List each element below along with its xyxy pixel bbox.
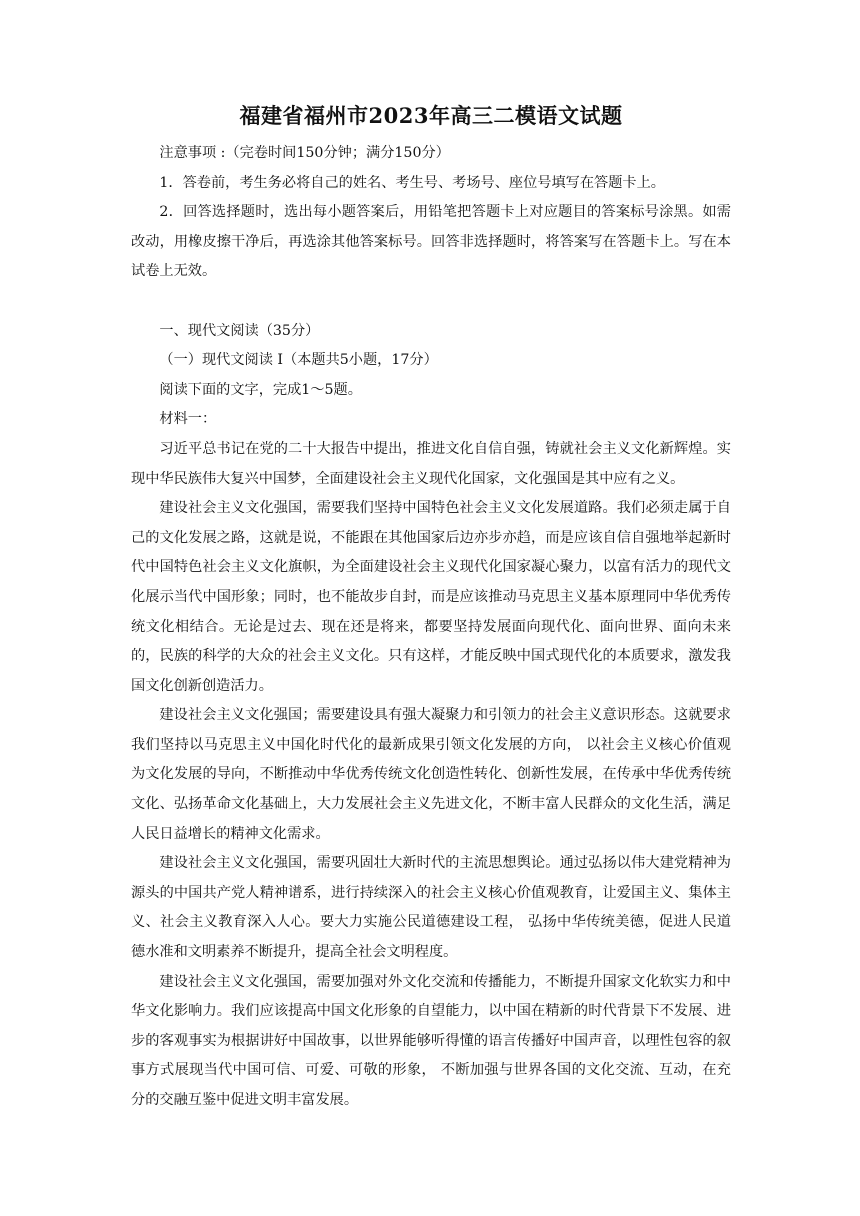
body-paragraph: 习近平总书记在党的二十大报告中提出，推进文化自信自强，铸就社会主义文化新辉煌。实现中华民族伟大复兴中国梦，全面建设社会主义现代化国家，文化强国是其中应有之义。 xyxy=(131,440,731,487)
notice-header: 注意事项 :（完卷时间150分钟；满分150分） xyxy=(159,145,450,161)
body-paragraph: 建设社会主义文化强国；需要建设具有强大凝聚力和引领力的社会主义意识形态。这就要求我们坚持以马克思主义中国化时代化的最新成果引领文化发展的方向， 以社会主义核心价值观为文化发展的导向，不断推动中华优秀传统文化创造性转化、创新性发展，在传承中华优秀传统文化、弘扬革命文化基础上，大力发展社会主义先进文化，不断丰富人民群众的文化生活，满足人民日益增长的精神文化需求。 xyxy=(131,707,731,842)
notice-item-2: 2．回答选择题时，选出每小题答案后，用铅笔把答题卡上对应题目的答案标号涂黑。如需改动，用橡皮擦干净后，再选涂其他答案标号。回答非选择题时，将答案写在答题卡上。写在本试卷上无效。 xyxy=(131,204,731,280)
body-paragraph: 建设社会主义文化强国，需要加强对外文化交流和传播能力，不断提升国家文化软实力和中华文化影响力。我们应该提高中国文化形象的自望能力，以中国在精新的时代背景下不发展、进步的客观事实为根据讲好中国故事，以世界能够听得懂的语言传播好中国声音，以理性包容的叙事方式展现当代中国可信、可爱、可敬的形象， 不断加强与世界各国的文化交流、互动，在充分的交融互鉴中促进文明丰富发展。 xyxy=(131,973,731,1108)
body-paragraph: 建设社会主义文化强国，需要我们坚持中国特色社会主义文化发展道路。我们必须走属于自己的文化发展之路，这就是说，不能跟在其他国家后边亦步亦趋，而是应该自信自强地举起新时代中国特色社会主义文化旗帜，为全面建设社会主义现代化国家凝心聚力，以富有活力的现代文化展示当代中国形象；同时，也不能故步自封，而是应该推动马克思主义基本原理同中华优秀传统文化相结合。无论是过去、现在还是将来，都要坚持发展面向现代化、面向世界、面向未来的，民族的科学的大众的社会主义文化。只有这样，才能反映中国式现代化的本质要求，激发我国文化创新创造活力。 xyxy=(131,500,731,694)
notice-item-1: 1．答卷前，考生务必将自己的姓名、考生号、考场号、座位号填写在答题卡上。 xyxy=(159,174,665,191)
reading-instruction: 阅读下面的文字，完成1～5题。 xyxy=(159,381,362,398)
document-body xyxy=(131,101,731,1116)
blank-line xyxy=(131,287,731,317)
body-paragraph: 建设社会主义文化强国，需要巩固壮大新时代的主流思想舆论。通过弘扬以伟大建党精神为源头的中国共产党人精神谱系，进行持续深入的社会主义核心价值观教育，让爱国主义、集体主义、社会主义教育深入人心。要大力实施公民道德建设工程， 弘扬中华传统美德，促进人民道德水准和文明素养不断提升，提高全社会文明程度。 xyxy=(131,855,731,961)
document-title: 福建省福州市2023年高三二模语文试题 xyxy=(239,103,623,128)
subsection-heading: （一）现代文阅读 I（本题共5小题，17分） xyxy=(159,352,438,369)
section-heading: 一、现代文阅读（35分） xyxy=(159,322,320,339)
material-label: 材料一： xyxy=(159,411,217,428)
